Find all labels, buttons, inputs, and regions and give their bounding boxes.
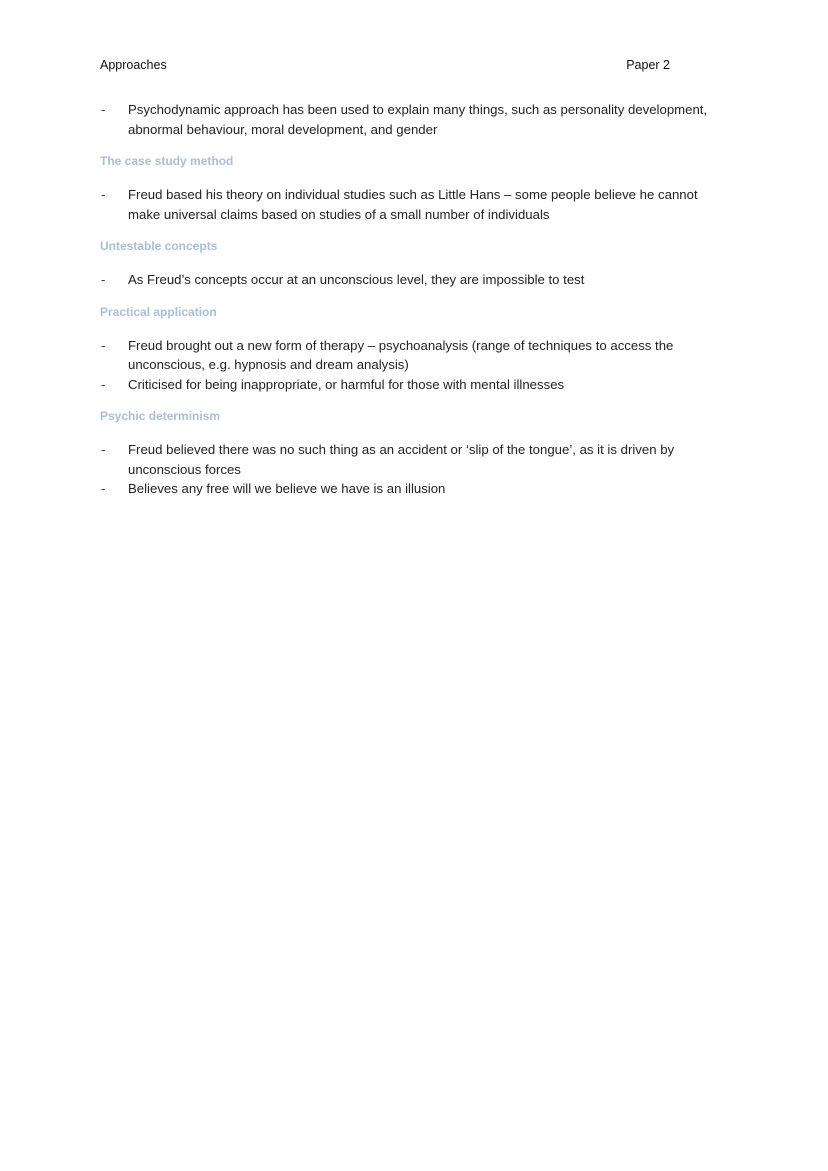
section-heading-case-study: The case study method xyxy=(100,154,234,168)
page-header xyxy=(100,58,670,74)
practical-list xyxy=(100,336,728,395)
bullet-dash-icon: - xyxy=(101,376,106,392)
list-item-text: Criticised for being inappropriate, or harmful for those with mental illnesses xyxy=(128,376,565,392)
section-heading-untestable: Untestable concepts xyxy=(100,239,218,253)
list-item xyxy=(100,336,728,375)
determinism-list xyxy=(100,440,728,499)
list-item-text: Believes any free will we believe we have is an illusion xyxy=(128,481,446,496)
list-item xyxy=(100,185,728,224)
document-body xyxy=(100,100,728,499)
bullet-dash-icon: - xyxy=(101,187,106,202)
header-paper-label: Paper 2 xyxy=(626,58,670,72)
header-title: Approaches xyxy=(100,58,167,72)
untestable-list xyxy=(100,270,728,290)
list-item xyxy=(100,375,728,395)
bullet-dash-icon: - xyxy=(101,337,106,353)
section-heading-practical: Practical application xyxy=(100,304,217,319)
list-item xyxy=(100,440,728,479)
intro-list xyxy=(100,100,728,139)
list-item-text: Freud believed there was no such thing as an accident or ‘slip of the tongue’, as it is driven by unconscious forces xyxy=(128,442,675,477)
bullet-dash-icon: - xyxy=(101,442,106,457)
list-item-text: Freud based his theory on individual studies such as Little Hans – some people believe he cannot make universal claims based on studies of a small number of individuals xyxy=(128,187,698,222)
bullet-dash-icon: - xyxy=(101,272,106,287)
list-item xyxy=(100,100,728,139)
section-heading-determinism: Psychic determinism xyxy=(100,409,221,423)
list-item-text: Freud brought out a new form of therapy – psychoanalysis (range of techniques to access the unconscious, e.g. hypnosis and dream analysis) xyxy=(128,337,674,372)
list-item xyxy=(100,270,728,290)
bullet-dash-icon: - xyxy=(101,481,106,496)
case-study-list xyxy=(100,185,728,224)
list-item-text: As Freud’s concepts occur at an unconscious level, they are impossible to test xyxy=(128,272,585,287)
list-item-text: Psychodynamic approach has been used to explain many things, such as personality development, abnormal behaviour, moral development, and gender xyxy=(128,102,708,137)
list-item xyxy=(100,479,728,499)
bullet-dash-icon: - xyxy=(101,102,106,117)
